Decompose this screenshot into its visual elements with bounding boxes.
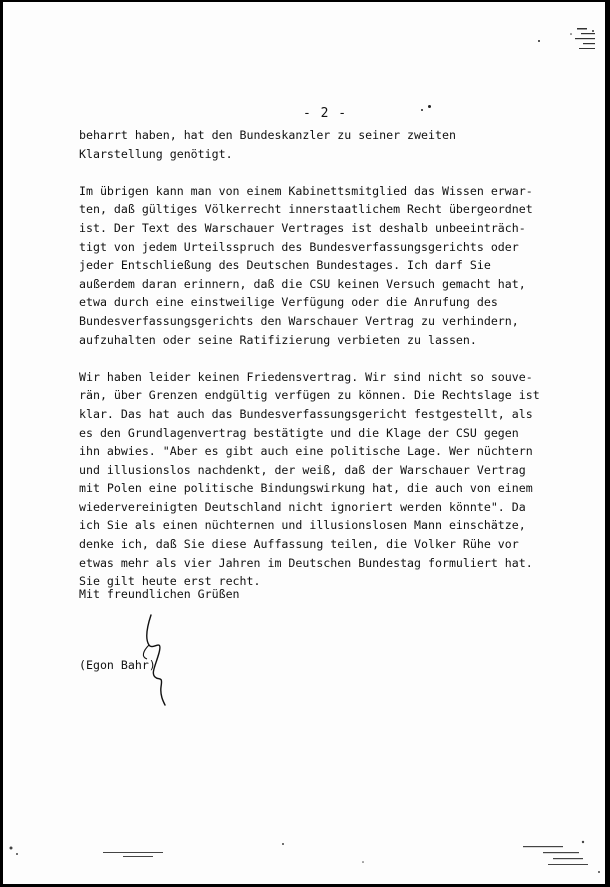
page-number: - 2 - <box>303 106 348 121</box>
closing-greeting: Mit freundlichen Grüßen <box>79 587 240 601</box>
text-line: aufzuhalten oder seine Ratifizierung verbieten zu lassen. <box>79 332 477 347</box>
text-line: etwas mehr als vier Jahren im Deutschen Bundestag formuliert hat. <box>79 555 533 570</box>
text-line: ist. Der Text des Warschauer Vertrages ist deshalb unbeeinträch- <box>79 220 526 235</box>
text-line: es den Grundlagenvertrag bestätigte und die Klage der CSU gegen <box>79 425 519 440</box>
scan-speck <box>428 105 431 108</box>
signer-name: (Egon Bahr) <box>79 658 156 672</box>
scan-speck <box>538 40 540 42</box>
text-line: Im übrigen kann man von einem Kabinettsmitglied das Wissen erwar- <box>79 183 533 198</box>
text-line: Sie gilt heute erst recht. <box>79 574 261 589</box>
text-line: Klarstellung genötigt. <box>79 146 233 161</box>
text-line: ihn abwies. "Aber es gibt auch eine politische Lage. Wer nüchtern <box>79 444 533 459</box>
text-line: rän, über Grenzen endgültig verfügen zu können. Die Rechtslage ist <box>79 388 540 403</box>
text-line: Wir haben leider keinen Friedensvertrag. Wir sind nicht so souve- <box>79 369 533 384</box>
text-line: beharrt haben, hat den Bundeskanzler zu seiner zweiten <box>79 128 456 142</box>
text-line: klar. Das hat auch das Bundesverfassungsgericht festgestellt, als <box>79 406 533 421</box>
text-line: jeder Entschließung des Deutschen Bundestages. Ich darf Sie <box>79 258 491 273</box>
scan-noise-icon <box>563 22 603 62</box>
text-line: außerdem daran erinnern, daß die CSU keinen Versuch gemacht hat, <box>79 276 526 291</box>
letter-body <box>79 126 599 591</box>
text-line: ich Sie als einen nüchternen und illusionslosen Mann einschätze, <box>79 518 526 533</box>
text-line: tigt von jedem Urteilsspruch des Bundesverfassungsgerichts oder <box>79 239 519 254</box>
scan-noise-icon <box>3 832 605 884</box>
text-line: mit Polen eine politische Bindungswirkung hat, die auch von einem <box>79 481 533 496</box>
text-line: etwa durch eine einstweilige Verfügung oder die Anrufung des <box>79 295 498 310</box>
text-line: ten, daß gültiges Völkerrecht innerstaatlichem Recht übergeordnet <box>79 202 533 217</box>
text-line: und illusionslos nachdenkt, der weiß, daß der Warschauer Vertrag <box>79 462 526 477</box>
text-line: wiedervereinigten Deutschland nicht ignoriert werden könnte". Da <box>79 499 526 514</box>
paragraph <box>79 126 599 163</box>
signature-icon <box>133 607 183 707</box>
scan-speck <box>421 109 423 111</box>
text-line: denke ich, daß Sie diese Auffassung teilen, die Volker Rühe vor <box>79 537 519 552</box>
text-line: Bundesverfassungsgerichts den Warschauer Vertrag zu verhindern, <box>79 313 519 328</box>
document-page <box>3 2 605 884</box>
paragraph <box>79 182 599 349</box>
paragraph <box>79 368 599 591</box>
